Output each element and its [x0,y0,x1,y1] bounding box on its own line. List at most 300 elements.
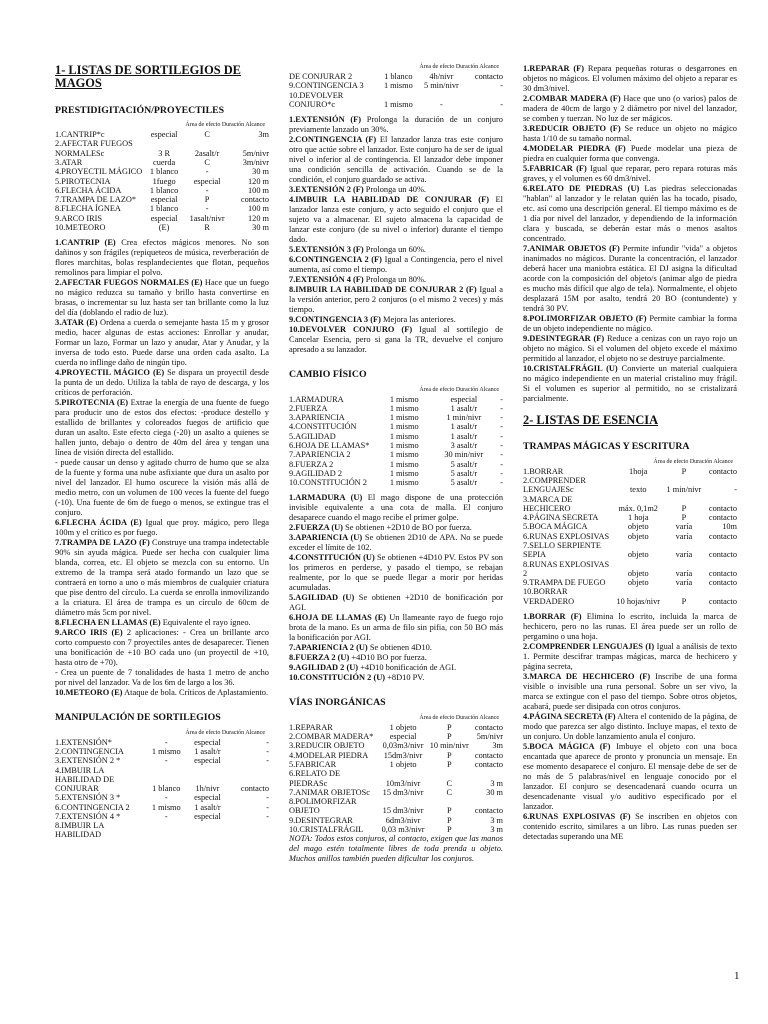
spell-description: 5.FABRICAR (F) Igual que reparar, pero repara roturas más graves, y el volumen es 60 dm3/nivel. [523,164,737,183]
table-row [55,738,269,747]
spell-name: 7.APARIENCIA 2 [289,450,351,460]
spell-range: 3m/nivr [242,158,269,168]
spell-duration: 1 asalt/r [194,802,221,812]
spell-area: 1 mismo [389,394,419,404]
spell-range: contacto [708,466,737,476]
spell-range: contacto [240,784,269,794]
spell-name: 1.REPARAR [289,722,333,732]
spell-range: - [266,737,269,747]
chapter-title: 1- LISTAS DE SORTILEGIOS DE MAGOS [55,63,241,91]
spell-duration: especial [194,793,221,803]
spell-area: 1 blanco [152,784,181,794]
spell-name: 5.EXTENSIÓN 3 * [55,793,121,803]
table-row [289,404,503,413]
table-header: Área de efecto Duración Alcance [419,714,499,721]
spell-description: 5.BOCA MÁGICA (F) Imbuye el objeto con una boca encantada que aparece de pronto y pronuncia un mensaje. En ese momento desaparece el conjuro. El mensaje debe de ser de no más de 5 palabras/nivel en lenguaje conocido por el lanzador. El conjuro se desencadenará cuando ocurra un desencadenante visual y/o auditivo especificado por el lanzador. [523,742,737,811]
spell-description: 6.RUNAS EXPLOSIVAS (F) Se inscriben en objetos con contenido escrito, similares a un libro. Las runas pueden ser detectadas superando una ME [523,812,738,841]
spell-duration: 5 asalt/r [450,459,478,469]
spell-area: objeto [627,550,649,560]
spell-description: 1.REPARAR (F) Repara pequeñas roturas o desgarrones en objetos no mágicos. El volumen máximo del objeto a reparar es 30 dm3/nivel. [523,64,737,93]
spell-range: 100 m [248,204,269,214]
section-title-trampas: TRAMPAS MÁGICAS Y ESCRITURA [523,441,690,453]
spell-area: 1hoja [629,466,648,476]
spell-area: máx. 0,1m2 [618,503,658,513]
spell-duration: C [204,130,210,140]
spell-name: 10.BORRAR VERDADERO [523,587,575,606]
spell-area: 1 mismo [389,468,419,478]
spell-descriptions [55,238,269,698]
spell-range: 3 m [490,778,503,788]
table-row [289,741,503,750]
spell-description: 3.ATAR (E) Ordena a cuerda o semejante hasta 15 m y grosor medio, hacer algunas de estas acciones: Enrollar y anudar, Formar un lazo, Formar un lazo y anudar, Atar y Anudar, y la inversa de todo esto. Puede darse una orden cada asalto. La cuerda no inflinge daño de ningún tipo. [55,318,269,368]
spell-area: 1 mismo [383,99,413,109]
table-row [523,560,737,579]
table-row [55,223,269,232]
spell-description: 1.EXTENSIÓN (F) Prolonga la duración de un conjuro previamente lanzado un 30%. [289,115,503,135]
spell-duration: C [446,787,453,797]
spell-area: objeto [627,522,649,532]
spell-duration: P [681,466,687,476]
table-row [289,478,503,487]
spell-area: 1 blanco [384,72,413,82]
spell-duration: C [446,778,453,788]
spell-name: 1.BORRAR [523,466,564,476]
spell-table-manipulacion [55,738,269,840]
spell-duration: 2asalt/r [194,148,220,158]
spell-descriptions [289,115,503,355]
table-row [55,821,269,840]
spell-duration: varía [675,522,693,532]
spell-description: 4.PÁGINA SECRETA (F) Altera el contenido de la página, de modo que parezca ser algo distinto. Incluye mapas, el texto de un conjuro. Un doble lanzamiento anula el conjuro. [523,712,737,741]
spell-range: - [500,413,503,423]
spell-range: 120 m [248,213,269,223]
spell-range: contacto [474,759,503,769]
section-title-prestidigitacion: PRESTIDIGITACIÓN/PROYECTILES [55,104,225,116]
spell-duration: 5 asalt/r [450,468,478,478]
spell-description: 9.AGILIDAD 2 (U) +4D10 bonificación de AGI. [289,663,457,673]
spell-description: 5.PIROTECNIA (E) Extrae la energía de una fuente de fuego para producir uno de estos dos efectos: -produce destello y estallido de brillantes y coloreados fuegos de artificio que duran un asalto. Este efecto ciega (-20) un asalto a quienes se hallen junto, debajo o dentro de 40m del área y tengan una línea de visión directa del estallido. [55,398,269,458]
spell-range: - [734,485,737,495]
spell-duration: P [204,195,210,205]
spell-name: 7.ANIMAR OBJETOSc [289,787,370,797]
spell-description: 6.CONTINGENCIA 2 (F) Igual a Contingencia, pero el nivel aumenta, así como el tiempo. [289,255,503,275]
spell-area: - [164,756,168,766]
table-row [289,732,503,741]
spell-range: contacto [708,568,737,578]
table-header: Área de efecto Duración Alcance [419,386,499,393]
spell-area: 1 mismo [383,81,413,91]
spell-description: 4.CONSTITUCIÓN (U) Se obtienen +4D10 PV. Estos PV son los primeros en perderse, y pasado el tiempo, se rebajan realmente, por lo que se puede llegar a morir por heridas acumuladas. [289,553,503,593]
spell-area: texto [629,485,647,495]
spell-name: 1.EXTENSIÓN* [55,737,112,747]
spell-description: - Crea un puente de 7 tonalidades de hasta 1 metro de ancho por nivel del lanzador. Va de los 6m de largo a los 36. [55,668,269,688]
spell-description: 10.METEORO (E) Ataque de bola. Críticos de Aplastamiento. [55,688,269,698]
spell-range: contacto [708,578,737,588]
spell-duration: 5 min/nivr [424,81,459,91]
spell-duration: 4h/nivr [429,72,454,82]
spell-duration: especial [194,756,221,766]
spell-range: contacto [474,72,503,82]
spell-range: contacto [474,806,503,816]
spell-area: 0,03m3/nivr [382,741,424,751]
spell-area: 1 mismo [389,403,419,413]
spell-range: - [500,468,503,478]
spell-range: - [500,478,503,488]
table-row [55,158,269,167]
spell-description: 10.DEVOLVER CONJURO (F) Igual al sortilegio de Cancelar Esencia, pero si gana la TR, devuelve el conjuro apresado a su lanzador. [289,325,503,355]
spell-duration: - [205,167,209,177]
spell-duration: 10 min/nivr [429,741,469,751]
spell-name: 10.CRISTALFRÁGIL [289,824,364,834]
spell-name: 2.COMBAR MADERA* [289,732,374,742]
spell-range: - [266,793,269,803]
spell-duration: 5 asalt/r [450,478,478,488]
spell-description: 6.RELATO DE PIEDRAS (U) Las piedras seleccionadas "hablan" al lanzador y le relatan quién las ha tocado, pisado, etc. así como una descripción general. El tiempo máximo es de 1 día por nivel del lanzador, y dependiendo de la información clara y buscada, se deberán estar más o menos asaltos concentrado. [523,184,737,243]
spell-area: 10m3/nivr [385,778,421,788]
spell-area: 1 mismo [389,431,419,441]
table-row [523,495,737,514]
table-row [289,395,503,404]
spell-descriptions [523,612,737,842]
section-title-vias-inorganicas: VÍAS INORGÁNICAS [289,697,386,709]
spell-range: - [266,802,269,812]
table-row [55,803,269,812]
spell-duration: P [446,806,452,816]
column-3 [523,64,737,842]
spell-description: 7.APARIENCIA 2 (U) Se obtienen 4D10. [289,643,432,653]
spell-range: contacto [708,503,737,513]
spell-name: 4.CONSTITUCIÓN [289,422,357,432]
spell-description: 4.IMBUIR LA HABILIDAD DE CONJURAR (F) El lanzador lanza este conjuro, y acto seguido el conjuro que el sujeto va a almacenar. El sujeto almacena la capacidad de lanzar este conjuro (de su nivel o inferior) durante el tiempo dado. [289,195,503,245]
spell-duration: 1 min/nivr [446,413,482,423]
spell-range: 3 m [490,824,503,834]
spell-descriptions [289,493,503,683]
spell-area: 1 blanco [149,167,179,177]
spell-area: 1 blanco [149,204,179,214]
spell-description: 4.PROYECTIL MÁGICO (E) Se dispara un proyectil desde la punta de un dedo. Utiliza la tabla de rayo de descarga, y los críticos de perforación. [55,368,269,398]
spell-description: 1.BORRAR (F) Elimina lo escrito, incluida la marca de hechicero, pero no las runas. El área puede ser un rollo de pergamino o una hoja. [523,612,737,641]
section-title-cambio-fisico: CAMBIO FÍSICO [289,369,367,381]
spell-range: contacto [708,596,737,606]
spell-name: 9.TRAMPA DE FUEGO [523,578,606,588]
table-row [55,167,269,176]
spell-description: 3.MARCA DE HECHICERO (F) Inscribe de una forma visible o invisible una runa personal. Sobre un ser vivo, la marca se extingue con el paso del tiempo. Sobre otros objetos, acabará, puede ser disipada con otros conjuros. [523,672,737,711]
spell-name: 1.ARMADURA [289,394,344,404]
table-header: Área de efecto Duración Alcance [185,729,265,736]
table-row [289,81,503,90]
spell-description: 3.EXTENSIÓN 2 (F) Prolonga un 40%. [289,185,427,195]
spell-duration: - [205,204,209,214]
spell-name: 8.FUERZA 2 [289,459,334,469]
spell-name: 4.MODELAR PIEDRA [289,750,369,760]
spell-description: 2.FUERZA (U) Se obtienen +2D10 de BO por fuerza. [289,523,472,533]
spell-duration: 1 asalt/r [194,746,221,756]
spell-name: 3.APARIENCIA [289,413,345,423]
spell-duration: 1h/nivr [195,784,220,794]
table-row [55,793,269,802]
spell-area: cuerda [153,158,176,168]
table-row [523,467,737,476]
spell-description: 5.EXTENSIÓN 3 (F) Prolonga un 60%. [289,245,427,255]
spell-range: - [266,756,269,766]
spell-area [145,821,188,840]
table-row [55,812,269,821]
table-row [289,788,503,797]
spell-area: 0,03 m3/nivr [381,824,425,834]
table-row [523,587,737,606]
spell-name: 6.RUNAS EXPLOSIVAS [523,531,610,541]
spell-range: - [500,450,503,460]
spell-duration: varía [675,568,693,578]
table-row [289,72,503,81]
spell-name: 3.ATAR [55,158,83,168]
spell-area: 15 dm3/nivr [382,787,424,797]
table-row [289,816,503,825]
spell-name: 9.DESINTEGRAR [289,815,353,825]
spell-description: 7.TRAMPA DE LAZO (F) Construye una trampa indetectable 90% sin ayuda mágica. Puede ser hecha con cualquier lima blanda, correa, etc. El objeto se mezcla con su entorno. Un extremo de la trampa será atado formando un lazo que se contraerá en torno a uno o más miembros de cualquier criatura que pise dentro del círculo. La cuerda se enrolla inmovilizando a la criatura. El área de trampa es un círculo de 60cm de diámetro más 5cm por nivel. [55,538,269,618]
spell-area: 1 mismo [151,802,181,812]
spell-range: - [266,811,269,821]
table-row [55,186,269,195]
spell-description: 9.CONTINGENCIA 3 (F) Mejora las anteriores. [289,315,456,325]
spell-description: 4.MODELAR PIEDRA (F) Puede modelar una pieza de piedra en cualquier forma que convenga. [523,144,738,163]
spell-description: 9.DESINTEGRAR (F) Reduce a cenizas con un rayo rojo un objeto no mágico. Si el volumen del objeto excede el máximo permitido al lanzador, el objeto no se destruye parcialmente. [523,334,738,363]
spell-range: contacto [708,531,737,541]
spell-duration: P [681,513,687,523]
table-row [289,91,503,110]
spell-area: 1 mismo [389,422,419,432]
table-row [289,460,503,469]
spell-range: - [500,422,503,432]
spell-area: especial [150,213,178,223]
spell-duration: P [446,759,452,769]
spell-range: - [500,441,503,451]
spell-table-prestidigitacion [55,130,269,232]
spell-area: 1 objeto [389,759,417,769]
note-text: NOTA: Todos estos conjuros, al contacto, exigen que las manos del mago estén totalmente libres de toda prenda u objeto. Muchos anillos también pueden dificultar los conjuros. [289,834,503,864]
spell-area: especial [150,130,178,140]
spell-area: 1 hoja [628,513,649,523]
table-row [523,532,737,541]
spell-name: 5.BOCA MÁGICA [523,522,588,532]
spell-area: objeto [627,578,649,588]
table-row [55,177,269,186]
spell-range: 120 m [248,176,269,186]
spell-description: 10.CRISTALFRÁGIL (U) Convierte un material cualquiera no mágico independiente en un material cristalino muy frágil. Si el volumen es superior al permitido, no se cristalizará parcialmente. [523,364,737,403]
table-row [289,422,503,431]
spell-name: 7.EXTENSIÓN 4 * [55,811,121,821]
page-number: 1 [734,970,740,982]
spell-area: - [164,811,168,821]
spell-range: 100 m [248,185,269,195]
spell-name: 5.FABRICAR [289,759,337,769]
column-1 [55,64,269,840]
spell-range: - [500,81,503,91]
column-2 [289,64,503,864]
spell-name: 3.REDUCIR OBJETO [289,741,365,751]
spell-range: 3 m [490,815,503,825]
table-row [289,469,503,478]
spell-area: 15dm3/nivr [383,750,423,760]
spell-name: 6.CONTINGENCIA 2 [55,802,130,812]
table-row [523,476,737,495]
chapter-title-esencia: 2- LISTAS DE ESENCIA [523,413,659,427]
spell-area: 10 hojas/nivr [616,596,661,606]
spell-name: 10.METEORO [55,222,106,232]
spell-description: 1.ARMADURA (U) El mago dispone de una protección invisible equivalente a una cota de malla. El conjuro desaparece cuando el mago recibe el primer golpe. [289,493,504,523]
spell-name: 5.AGILIDAD [289,431,336,441]
spell-area: objeto [627,531,649,541]
spell-name: 8.POLIMORFIZAR OBJETO [289,797,357,816]
spell-area: 15 dm3/nivr [382,806,424,816]
spell-description: 6.HOJA DE LLAMAS (E) Un llameante rayo de fuego rojo brota de la mano. Es un arma de filo sin pifia, con 50 BO más la bonificación por AGI. [289,613,503,643]
spell-range: contacto [708,513,737,523]
spell-area: 1 blanco [149,185,179,195]
spell-name: 2.COMPRENDER LENGUAJESc [523,476,586,495]
table-row [289,450,503,459]
table-row [55,756,269,765]
spell-duration: 3 asalt/r [450,441,478,451]
spell-area: 1 mismo [389,450,419,460]
spell-duration: C [204,158,210,168]
spell-duration: varía [675,531,693,541]
spell-descriptions [523,64,737,404]
spell-name: 9.CONTINGENCIA 3 [289,81,364,91]
table-row [289,723,503,732]
spell-range: - [500,403,503,413]
spell-table-vias-inorganicas [289,723,503,834]
spell-description: - puede causar un denso y agitado churro de humo que se alza de la fuente y forma una nube asfixiante que dura un asalto por nivel del lanzador. El humo oscurece la visión más allá de medio metro, con un volumen de 100 veces la fuente del fuego (-10). Una fuente de 6m de fuego o menos, se extingue tras el conjuro. [55,458,269,518]
spell-duration: 1 asalt/r [450,431,478,441]
spell-duration: P [446,722,452,732]
table-row [289,760,503,769]
spell-name: 4.PROYECTIL MÁGICO [55,167,143,177]
spell-name: 5.PIROTECNIA [55,176,111,186]
spell-name: 1.CANTRIP*c [55,130,105,140]
section-title-manipulacion: MANIPULACIÓN DE SORTILEGIOS [55,712,221,724]
spell-duration: 1asalt/nivr [189,213,225,223]
spell-range: 5m/nivr [242,148,269,158]
spell-duration: especial [450,394,478,404]
spell-duration: P [681,596,687,606]
spell-duration [188,821,228,840]
spell-name: 3.EXTENSIÓN 2 * [55,756,121,766]
spell-area: especial [150,195,178,205]
spell-range: contacto [240,195,269,205]
spell-description: 5.AGILIDAD (U) Se obtienen +2D10 de bonificación por AGI. [289,593,503,613]
table-row [289,825,503,834]
spell-name: 7.TRAMPA DE LAZO* [55,195,137,205]
spell-range: 3m [492,741,503,751]
table-header: Área de efecto Duración Alcance [185,122,265,129]
spell-area: 1 mismo [389,413,419,423]
spell-area: especial [389,732,417,742]
spell-area: 3 R [158,148,170,158]
spell-description: 7.EXTENSIÓN 4 (F) Prolonga un 80%. [289,275,427,285]
spell-description: 2.CONTINGENCIA (F) El lanzador lanza tras este conjuro otro que actúe sobre el lanzador. Este conjuro ha de ser de igual nivel o inferior al de contingencia. El lanzador debe imponer una condición sencilla de activación. Cuando se de la condición, el conjuro guardado se activa. [289,135,503,185]
spell-duration: 1 asalt/r [450,422,478,432]
spell-area: - [164,737,168,747]
spell-range: contacto [474,750,503,760]
spell-name: 8.FLECHA ÍGNEA [55,204,121,214]
spell-table-trampas [523,467,737,606]
spell-name: 2.CONTINGENCIA [55,746,124,756]
spell-description: 10.CONSTITUCIÓN 2 (U) +8D10 PV. [289,673,425,683]
spell-area: objeto [627,568,649,578]
spell-range: 30 m [252,167,269,177]
spell-area: 1 objeto [389,722,417,732]
spell-area: - [164,793,168,803]
table-row [523,541,737,560]
spell-name: DE CONJURAR 2 [289,72,353,82]
table-row [55,139,269,158]
spell-range: - [500,459,503,469]
spell-duration: especial [194,811,221,821]
spell-description: 8.FUERZA 2 (U) +4D10 BO por fuerza. [289,653,427,663]
spell-duration: P [446,750,452,760]
spell-name: 2.AFECTAR FUEGOS NORMALESc [55,139,133,158]
spell-description: 9.ARCO IRIS (E) 2 aplicaciones: - Crea un brillante arco corto compuesto con 7 proyectiles antes de desaparecer. Tienen una bonificación de +10 BO cada uno (un proyectil de +10, hasta otro de +70). [55,628,269,668]
spell-description: 6.FLECHA ÁCIDA (E) Igual que proy. mágico, pero llega 100m y el crítico es por fuego. [55,518,269,538]
spell-area: 6dm3/nivr [385,815,421,825]
spell-duration: P [681,503,687,513]
table-row [289,797,503,816]
spell-area: (E) [158,222,170,232]
spell-name: 2.FUERZA [289,403,328,413]
spell-description: 7.ANIMAR OBJETOS (F) Permite infundir "vida" a objetos inanimados no mágicos. Durante la concentración, el lanzador deberá hacer una maniobra estática. El DJ asigna la dificultad acorde con la composición del objeto/s (animar algo de piedra es mucho más difícil que algo de tela). Normalmente, el objeto desplazará 15M por asalto, tendrá 20 BO (contundente) y tendrá 30 PV. [523,244,737,313]
spell-range: - [500,99,503,109]
spell-duration: P [446,732,452,742]
spell-name: 4.PÁGINA SECRETA [523,513,599,523]
table-row [55,204,269,213]
table-row [289,751,503,760]
spell-range: 30 m [252,222,269,232]
spell-name: 8.IMBUIR LA HABILIDAD [55,821,104,840]
table-row [55,214,269,223]
table-header: Área de efecto Duración Alcance [653,458,733,465]
spell-description: 3.REDUCIR OBJETO (F) Se reduce un objeto no mágico hasta 1/10 de su tamaño normal. [523,124,737,143]
spell-description: 2.AFECTAR FUEGOS NORMALES (E) Hace que un fuego no mágico reduzca su tamaño y brillo hasta convertirse en brasas, o incrementar su luz hasta ser tan brillante como la luz del día (doblando el radio de luz). [55,278,269,318]
spell-duration: especial [194,737,221,747]
spell-name: 8.RUNAS EXPLOSIVAS 2 [523,559,610,578]
spell-name: 4.IMBUIR LA HABILIDAD DE CONJURAR [55,765,115,794]
spell-description: 8.IMBUIR LA HABILIDAD DE CONJURAR 2 (F) Igual a la versión anterior, pero 2 conjuros (o el mismo 2 veces) y más tiempo. [289,285,503,315]
spell-duration: - [205,185,209,195]
spell-duration: - [440,99,443,109]
spell-description: 2.COMPRENDER LENGUAJES (I) Igual a análisis de texto 1. Permite descifrar trampas mágicas, marca de hechicero y página secreta, [523,642,737,671]
spell-duration: P [446,824,452,834]
table-row [289,769,503,788]
table-row [289,441,503,450]
spell-duration: 1 min/nivr [666,485,702,495]
spell-name: 10.CONSTITUCIÓN 2 [289,478,367,488]
spell-name: 6.FLECHA ÁCIDA [55,185,122,195]
table-row [55,766,269,794]
spell-name: 6.HOJA DE LLAMAS* [289,441,370,451]
spell-area: 1 mismo [389,478,419,488]
spell-name: 10.DEVOLVER CONJURO*c [289,90,344,109]
spell-description: 1.CANTRIP (E) Crea efectos mágicos menores. No son dañinos y son frágiles (repiqueteos de música, reverberación de flores marchitas, bolas resplandecientes que flotan, pequeños remolinos para limpiar el polvo. [55,238,269,278]
table-row [523,522,737,531]
spell-range: 3m [258,130,269,140]
spell-duration: 1 asalt/r [450,403,478,413]
spell-range: - [500,431,503,441]
spell-range: contacto [708,550,737,560]
spell-range: - [266,746,269,756]
spell-range [227,821,269,840]
spell-area: 1 mismo [389,441,419,451]
spell-range: - [500,394,503,404]
